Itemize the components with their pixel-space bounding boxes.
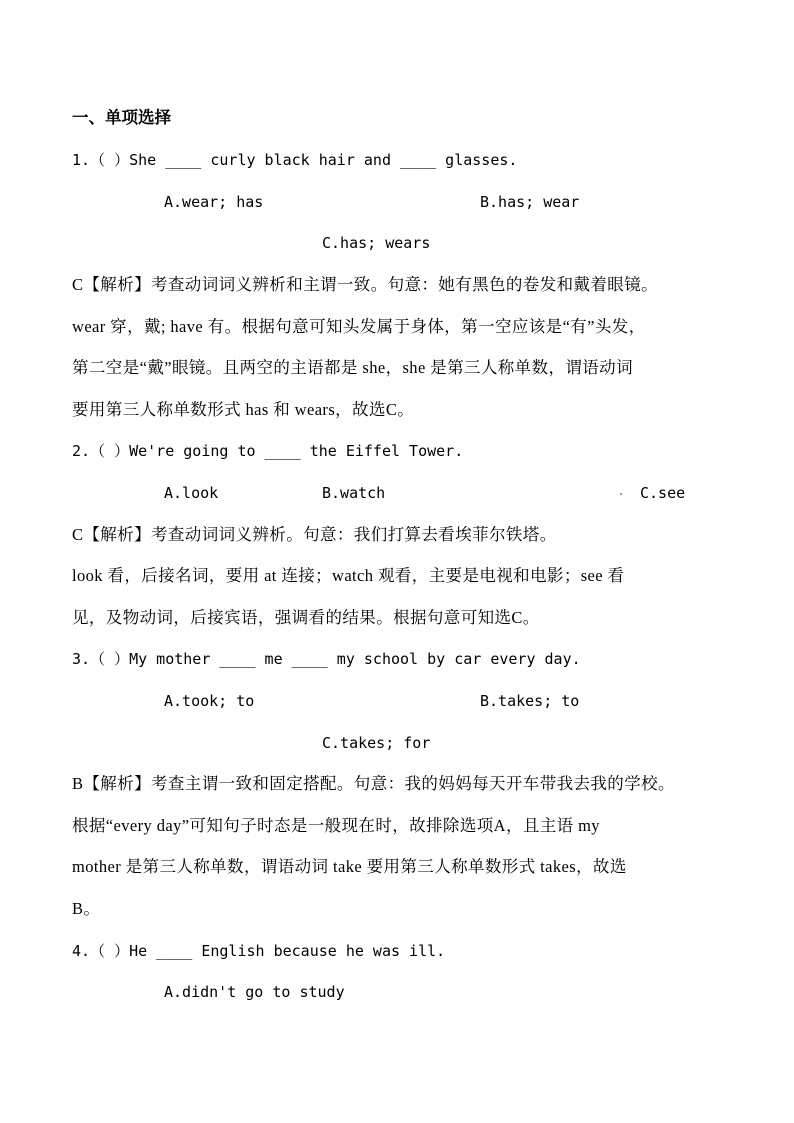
question-1-analysis-line-1: C【解析】考查动词词义辨析和主谓一致。句意：她有黑色的卷发和戴着眼镜。 <box>72 275 659 294</box>
question-4-stem: 4.（ ）He ____ English because he was ill. <box>72 942 446 960</box>
stray-dot <box>620 493 622 495</box>
question-3-option-c: C.takes; for <box>322 734 431 752</box>
question-2-analysis-line-3: 见，及物动词，后接宾语，强调看的结果。根据句意可知选C。 <box>72 608 540 627</box>
question-1-analysis-line-4: 要用第三人称单数形式 has 和 wears，故选C。 <box>72 400 415 419</box>
question-1-analysis-line-2: wear 穿，戴; have 有。根据句意可知头发属于身体，第一空应该是“有”头发， <box>72 317 646 336</box>
question-3-analysis-line-2: 根据“every day”可知句子时态是一般现在时，故排除选项A，且主语 my <box>72 816 600 835</box>
question-1-analysis-line-3: 第二空是“戴”眼镜。且两空的主语都是 she，she 是第三人称单数，谓语动词 <box>72 358 633 377</box>
question-1-option-b: B.has; wear <box>480 193 580 211</box>
question-2-option-c: C.see <box>640 484 686 502</box>
question-3-stem: 3.（ ）My mother ____ me ____ my school by car every day. <box>72 650 581 668</box>
question-2-analysis-line-2: look 看，后接名词，要用 at 连接；watch 观看，主要是电视和电影；see 看 <box>72 566 625 585</box>
question-1-stem: 1.（ ）She ____ curly black hair and ____ glasses. <box>72 151 518 169</box>
question-3-analysis-line-4: B。 <box>72 899 101 918</box>
question-3-analysis-line-1: B【解析】考查主谓一致和固定搭配。句意：我的妈妈每天开车带我去我的学校。 <box>72 774 675 793</box>
section-title: 一、单项选择 <box>72 108 171 127</box>
question-3-option-b: B.takes; to <box>480 692 580 710</box>
question-2-analysis-line-1: C【解析】考查动词词义辨析。句意：我们打算去看埃菲尔铁塔。 <box>72 525 557 544</box>
question-1-option-a: A.wear; has <box>164 193 264 211</box>
question-3-option-a: A.took; to <box>164 692 255 710</box>
question-4-option-a: A.didn't go to study <box>164 983 345 1001</box>
question-2-option-a: A.look <box>164 484 219 502</box>
question-3-analysis-line-3: mother 是第三人称单数，谓语动词 take 要用第三人称单数形式 takes，故选 <box>72 857 627 876</box>
question-2-stem: 2.（ ）We're going to ____ the Eiffel Tower. <box>72 442 464 460</box>
question-2-option-b: B.watch <box>322 484 386 502</box>
question-1-option-c: C.has; wears <box>322 234 431 252</box>
